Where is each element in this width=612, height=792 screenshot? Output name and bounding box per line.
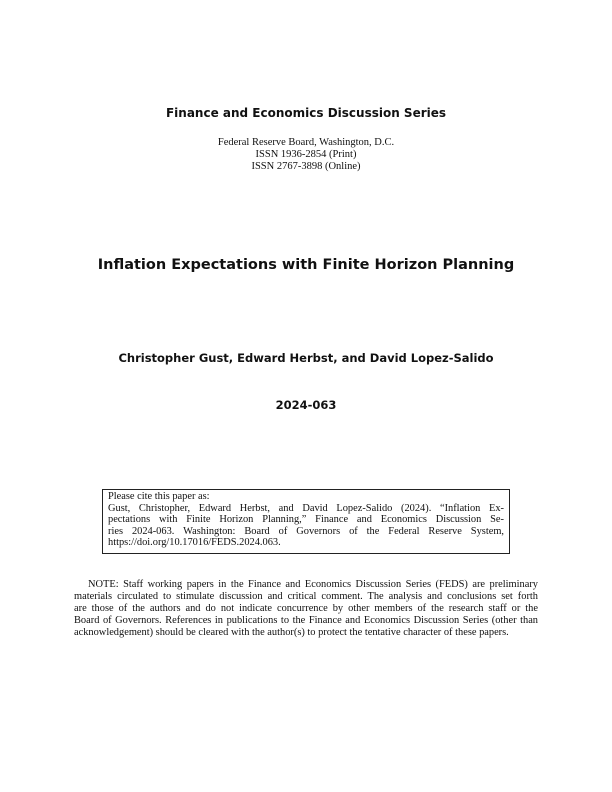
paper-authors: Christopher Gust, Edward Herbst, and David Lopez-Salido [118, 351, 494, 365]
citation-line: ries 2024-063. Washington: Board of Governors of the Federal Reserve System, [108, 525, 504, 537]
publisher-info [0, 137, 612, 173]
citation-box [102, 489, 510, 554]
issn-print: ISSN 1936-2854 (Print) [255, 149, 357, 160]
note-line: NOTE: Staff working papers in the Finance and Economics Discussion Series (FEDS) are preliminary [88, 579, 538, 590]
staff-working-paper-note [74, 579, 538, 639]
note-line: Board of Governors. References in publications to the Finance and Economics Discussion Series (other than [74, 615, 538, 626]
note-line: are those of the authors and do not indicate concurrence by other members of the research staff or the [74, 603, 538, 614]
paper-number: 2024-063 [275, 398, 337, 412]
issn-online: ISSN 2767-3898 (Online) [251, 161, 361, 172]
paper-title: Inflation Expectations with Finite Horizon Planning [97, 257, 515, 273]
citation-heading: Please cite this paper as: [108, 491, 210, 502]
citation-line: pectations with Finite Horizon Planning,” Finance and Economics Discussion Se- [108, 514, 504, 526]
note-line: materials circulated to stimulate discussion and critical comment. The analysis and conclusions set forth [74, 591, 538, 602]
citation-doi-link[interactable]: https://doi.org/10.17016/FEDS.2024.063. [108, 537, 281, 549]
citation-line: Gust, Christopher, Edward Herbst, and David Lopez-Salido (2024). “Inflation Ex- [108, 502, 504, 514]
note-line: acknowledgement) should be cleared with the author(s) to protect the tentative character of these papers. [74, 627, 509, 638]
publisher-line: Federal Reserve Board, Washington, D.C. [217, 137, 395, 148]
series-title: Finance and Economics Discussion Series [165, 106, 447, 120]
